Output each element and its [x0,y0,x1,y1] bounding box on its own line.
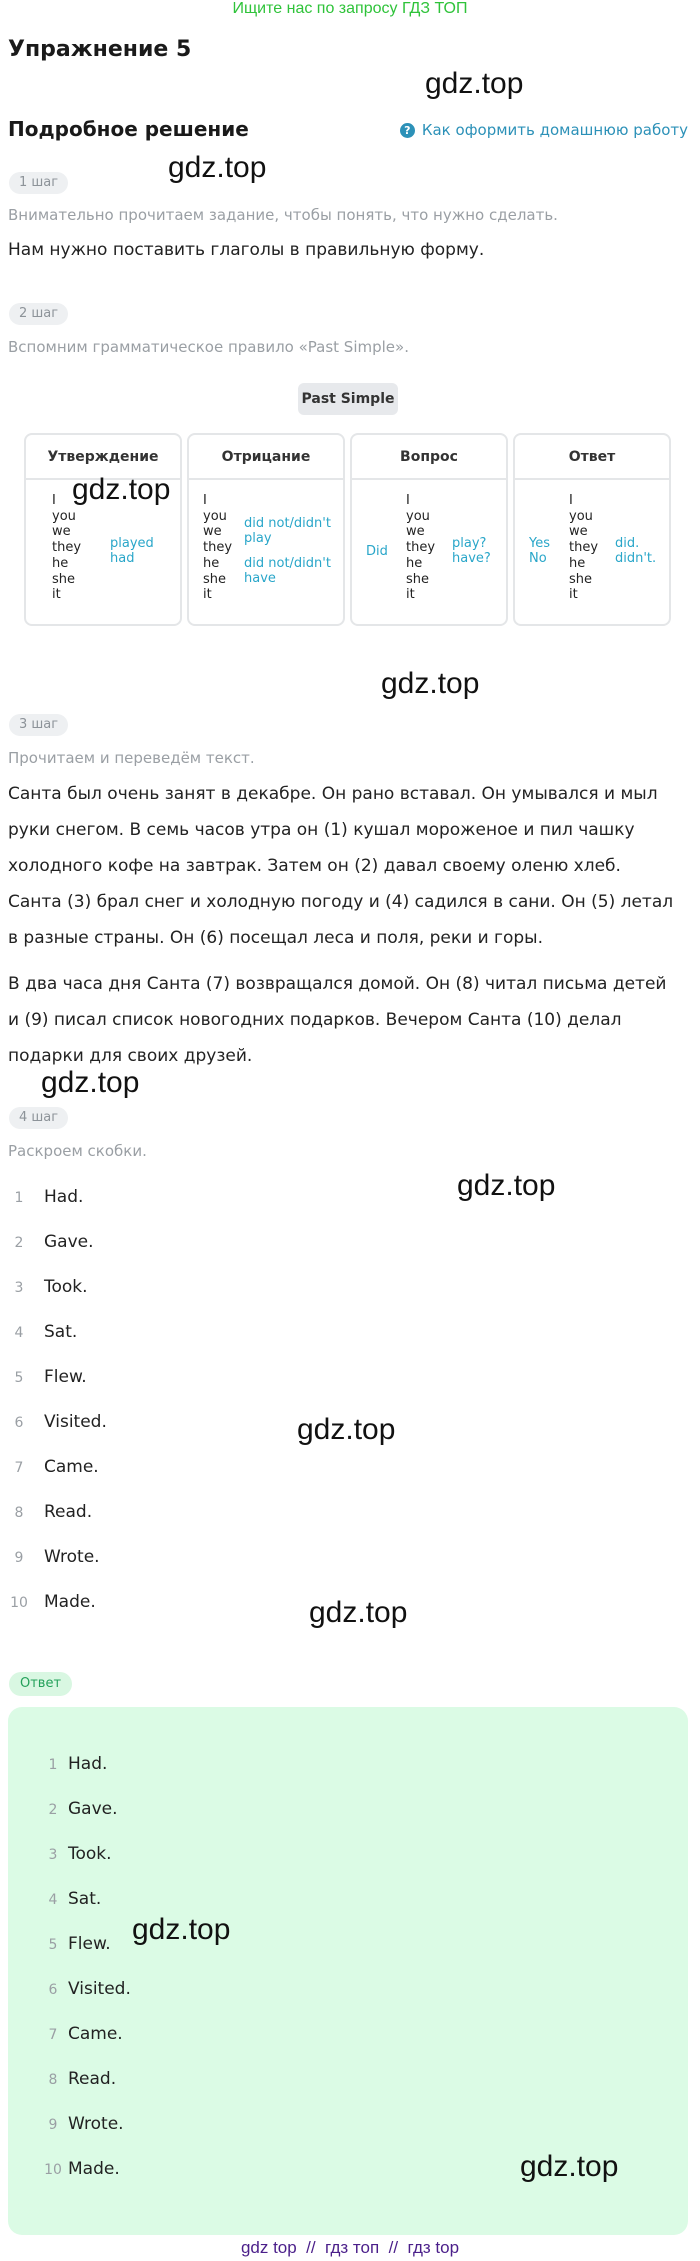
howto-link[interactable] [400,121,688,139]
watermark: gdz.top [457,1169,556,1202]
page-title: Упражнение 5 [8,37,192,62]
list-item: Gave. [44,1232,94,1252]
pronoun-list: I you we they he she it [203,493,233,603]
list-number: 1 [14,1190,24,1206]
list-number: 4 [48,1892,58,1908]
pronoun-list: I you we they he she it [569,493,599,603]
list-item: Sat. [68,1889,102,1909]
list-item: Visited. [44,1412,107,1432]
footer-links[interactable]: gdz top // гдз топ // гдз top [240,2238,460,2257]
list-item: Read. [44,1502,93,1522]
verb-form: did not/didn't play [244,516,331,546]
list-item: Made. [68,2159,120,2179]
auxiliary-yes-no: Yes No [529,536,550,566]
list-item: Made. [44,1592,96,1612]
step-badge-2: 2 шаг [9,303,68,325]
verb-form-2: did not/didn't have [244,556,331,586]
promo-banner: Ищите нас по запросу ГДЗ ТОП [232,0,468,17]
watermark: gdz.top [309,1596,408,1629]
list-item: Visited. [68,1979,131,1999]
watermark: gdz.top [72,473,171,506]
grammar-card-affirmative [24,433,182,626]
list-item: Wrote. [68,2114,124,2134]
grammar-card-answer [513,433,671,626]
grammar-card-header: Ответ [515,435,669,480]
list-number: 1 [48,1757,58,1773]
list-number: 7 [14,1460,24,1476]
list-item: Came. [44,1457,99,1477]
list-number: 9 [48,2117,58,2133]
step-badge-1: 1 шаг [9,172,68,194]
verb-form: played had [110,536,154,566]
step-1-text: Нам нужно поставить глаголы в правильную форму. [8,240,485,260]
list-number: 3 [14,1280,24,1296]
list-item: Flew. [68,1934,111,1954]
step-4-hint: Раскроем скобки. [8,1142,147,1160]
answer-badge: Ответ [9,1672,72,1696]
grammar-card-header: Утверждение [26,435,180,480]
step-1-hint: Внимательно прочитаем задание, чтобы понять, что нужно сделать. [8,206,558,224]
howto-link-label: Как оформить домашнюю работу [421,121,688,139]
watermark: gdz.top [132,1913,231,1946]
list-number: 10 [44,2162,62,2178]
step-2-hint: Вспомним грамматическое правило «Past Simple». [8,338,409,356]
watermark: gdz.top [41,1066,140,1099]
list-number: 6 [48,1982,58,1998]
verb-form: did. didn't. [615,536,657,566]
list-item: Had. [68,1754,108,1774]
list-item: Read. [68,2069,117,2089]
list-number: 2 [48,1802,58,1818]
list-item: Sat. [44,1322,78,1342]
list-item: Flew. [44,1367,87,1387]
list-number: 8 [48,2072,58,2088]
list-item: Came. [68,2024,123,2044]
list-number: 5 [14,1370,24,1386]
list-number: 9 [14,1550,24,1566]
list-number: 7 [48,2027,58,2043]
grammar-card-question [350,433,508,626]
pronoun-list: I you we they he she it [406,493,436,603]
step-badge-3: 3 шаг [9,714,68,736]
list-item: Wrote. [44,1547,100,1567]
list-item: Had. [44,1187,84,1207]
watermark: gdz.top [297,1413,396,1446]
grammar-card-header: Вопрос [352,435,506,480]
question-icon: ? [400,123,415,138]
grammar-card-header: Отрицание [189,435,343,480]
translation-paragraph-1: Санта был очень занят в декабре. Он рано вставал. Он умывался и мыл руки снегом. В семь часов утра он (1) кушал мороженое и пил чашку холодного кофе на завтрак. Затем он (2) давал своему оленю хлеб. Санта (3) брал снег и холодную погоду и (4) садился в сани. Он (5) летал в разные страны. Он (6) посещал леса и поля, реки и горы. [8,784,674,948]
verb-form: play? have? [452,536,491,566]
list-number: 10 [10,1595,28,1611]
list-item: Took. [44,1277,88,1297]
list-item: Gave. [68,1799,118,1819]
list-number: 2 [14,1235,24,1251]
step-badge-4: 4 шаг [9,1107,68,1129]
watermark: gdz.top [520,2150,619,2183]
watermark: gdz.top [168,151,267,184]
list-number: 6 [14,1415,24,1431]
past-simple-button[interactable]: Past Simple [298,383,398,415]
list-number: 3 [48,1847,58,1863]
watermark: gdz.top [425,67,524,100]
list-number: 4 [14,1325,24,1341]
list-number: 8 [14,1505,24,1521]
list-item: Took. [68,1844,112,1864]
list-number: 5 [48,1937,58,1953]
pronoun-list: I you we they he she it [52,493,82,603]
solution-heading: Подробное решение [8,117,249,141]
grammar-card-negative [187,433,345,626]
translation-paragraph-2: В два часа дня Санта (7) возвращался домой. Он (8) читал письма детей и (9) писал список новогодних подарков. Вечером Санта (10) делал подарки для своих друзей. [8,974,667,1066]
watermark: gdz.top [381,667,480,700]
auxiliary-did: Did [366,544,388,559]
step-3-hint: Прочитаем и переведём текст. [8,749,255,767]
